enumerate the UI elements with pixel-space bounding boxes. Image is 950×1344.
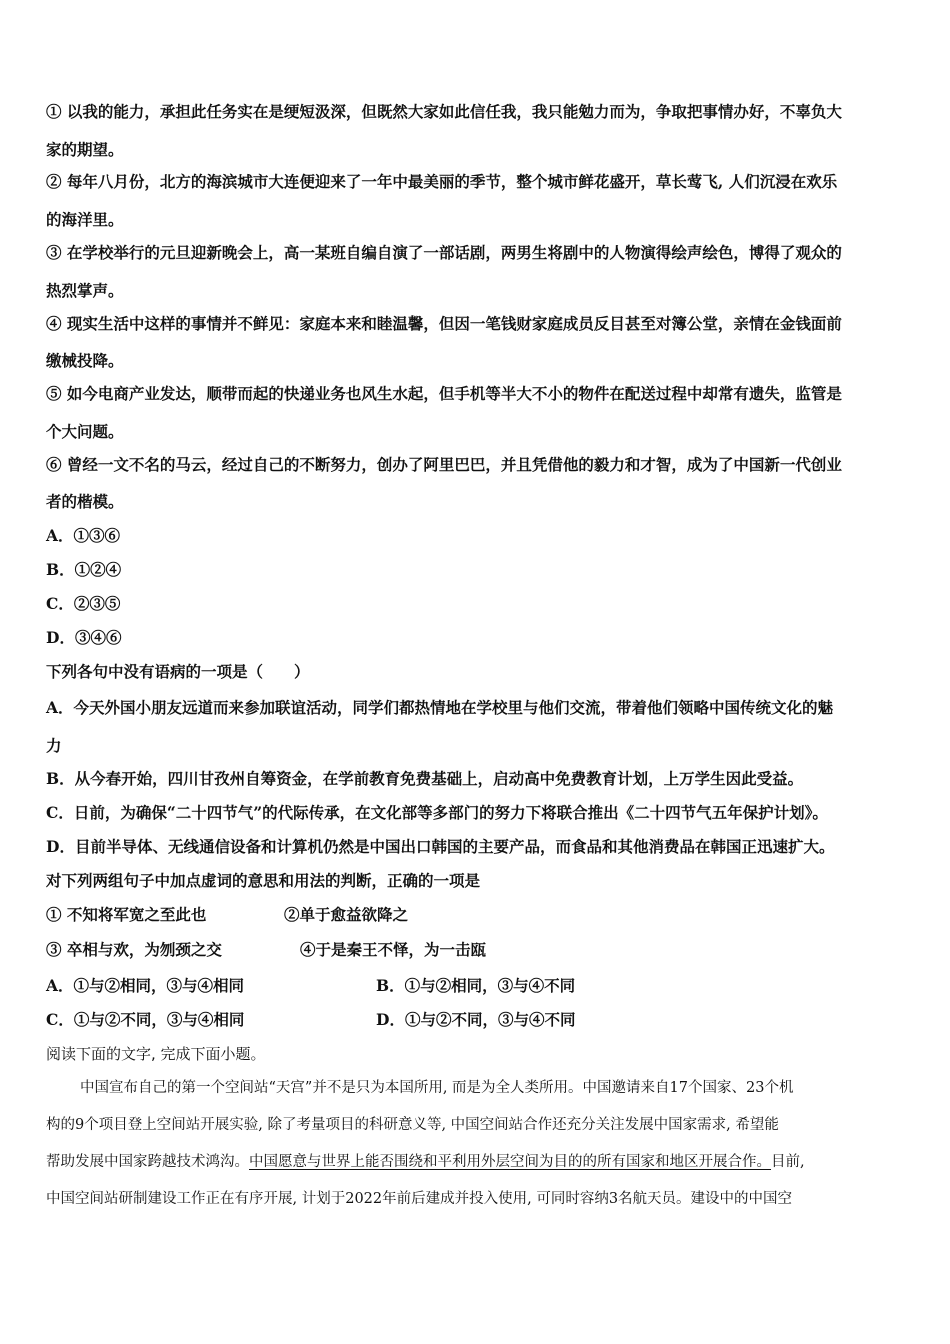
q2-option-d: D．目前半导体、无线通信设备和计算机仍然是中国出口韩国的主要产品，而食品和其他消费品在韩国正迅速扩大。 <box>46 837 835 856</box>
q1-option-c: C．②③⑤ <box>46 594 121 613</box>
q3-option-a: A．①与②相同，③与④相同 <box>46 976 245 995</box>
q3-sentence-2: ②单于愈益欲降之 <box>284 905 409 924</box>
q1-option-b: B．①②④ <box>46 560 122 579</box>
q1-item-4-line-1: ④ 现实生活中这样的事情并不鲜见：家庭本来和睦温馨，但因一笔钱财家庭成员反目甚至对簿公堂，亲情在金钱面前 <box>46 314 842 333</box>
passage-line-3-start: 帮助发展中国家跨越技术鸿沟。 <box>46 1154 249 1170</box>
q2-stem: 下列各句中没有语病的一项是（ ） <box>46 662 310 681</box>
q1-item-3-line-1: ③ 在学校举行的元旦迎新晚会上，高一某班自编自演了一部话剧，两男生将剧中的人物演得绘声绘色，博得了观众的 <box>46 243 842 262</box>
reading-intro: 阅读下面的文字, 完成下面小题。 <box>46 1045 266 1063</box>
q3-stem: 对下列两组句子中加点虚词的意思和用法的判断，正确的一项是 <box>46 871 481 890</box>
q3-sentence-1: ① 不知将军宽之至此也 <box>46 905 207 924</box>
passage-line-3 <box>46 1152 805 1172</box>
passage-underlined-sentence: 中国愿意与世界上能否围绕和平利用外层空间为目的的所有国家和地区开展合作。 <box>249 1154 771 1170</box>
q1-item-6-line-2: 者的楷模。 <box>46 492 124 511</box>
q3-option-d: D．①与②不同，③与④不同 <box>376 1010 576 1029</box>
q1-item-4-line-2: 缴械投降。 <box>46 351 124 370</box>
q1-item-5-line-2: 个大问题。 <box>46 422 124 441</box>
q1-option-a: A．①③⑥ <box>46 526 121 545</box>
q3-option-b: B．①与②相同，③与④不同 <box>376 976 576 995</box>
q3-option-c: C．①与②不同，③与④相同 <box>46 1010 245 1029</box>
q3-sentence-4: ④于是秦王不怿，为一击瓯 <box>300 940 487 959</box>
passage-line-4: 中国空间站研制建设工作正在有序开展, 计划于2022年前后建成并投入使用, 可同时容纳3名航天员。建设中的中国空 <box>46 1191 793 1207</box>
q1-item-1-line-2: 家的期望。 <box>46 140 124 159</box>
q1-item-3-line-2: 热烈掌声。 <box>46 281 124 300</box>
passage-line-3-end: 目前, <box>771 1154 805 1170</box>
passage-line-1: 中国宣布自己的第一个空间站“天宫”并不是只为本国所用, 而是为全人类所用。中国邀请来自17个国家、23个机 <box>80 1080 794 1096</box>
q2-option-c: C．日前，为确保“二十四节气”的代际传承，在文化部等多部门的努力下将联合推出《二十四节气五年保护计划》。 <box>46 803 828 822</box>
q2-option-a-line-1: A．今天外国小朋友远道而来参加联谊活动，同学们都热情地在学校里与他们交流，带着他们领略中国传统文化的魅 <box>46 698 834 717</box>
q1-option-d: D．③④⑥ <box>46 628 122 647</box>
q3-sentence-3: ③ 卒相与欢，为刎颈之交 <box>46 940 222 959</box>
passage-line-2: 构的9个项目登上空间站开展实验, 除了考量项目的科研意义等, 中国空间站合作还充分关注发展中国家需求, 希望能 <box>46 1117 779 1133</box>
q1-item-2-line-2: 的海洋里。 <box>46 210 124 229</box>
q2-option-b: B．从今春开始，四川甘孜州自筹资金，在学前教育免费基础上，启动高中免费教育计划，上万学生因此受益。 <box>46 769 804 788</box>
q1-item-1-line-1: ① 以我的能力，承担此任务实在是绠短汲深，但既然大家如此信任我，我只能勉力而为，争取把事情办好，不辜负大 <box>46 102 842 121</box>
q1-item-5-line-1: ⑤ 如今电商产业发达，顺带而起的快递业务也风生水起，但手机等半大不小的物件在配送过程中却常有遗失，监管是 <box>46 384 842 403</box>
q1-item-2-line-1: ② 每年八月份，北方的海滨城市大连便迎来了一年中最美丽的季节，整个城市鲜花盛开，草长莺飞, 人们沉浸在欢乐 <box>46 172 838 191</box>
q1-item-6-line-1: ⑥ 曾经一文不名的马云，经过自己的不断努力，创办了阿里巴巴，并且凭借他的毅力和才智，成为了中国新一代创业 <box>46 455 842 474</box>
q2-option-a-line-2: 力 <box>46 736 62 755</box>
